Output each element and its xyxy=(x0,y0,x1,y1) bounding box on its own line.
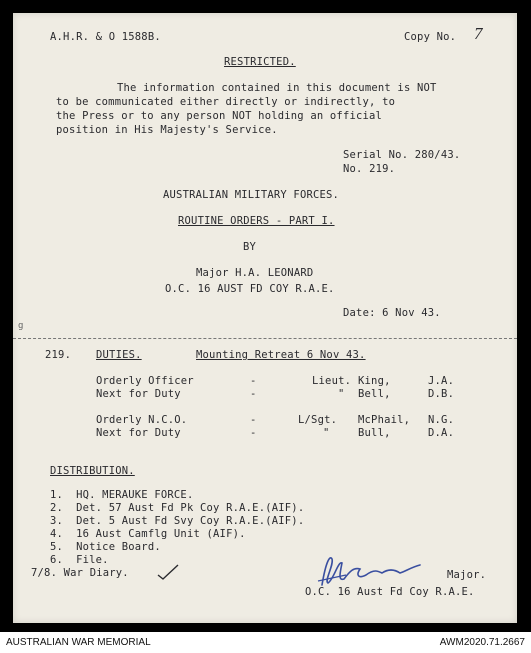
issuing-unit: O.C. 16 AUST FD COY R.A.E. xyxy=(165,283,335,295)
restricted-line: The information contained in this document is NOT xyxy=(117,82,437,94)
by-label: BY xyxy=(243,241,257,253)
duty-name: McPhail, xyxy=(358,414,411,426)
duty-role: Next for Duty xyxy=(96,388,181,400)
item-number: 219. xyxy=(45,349,72,361)
distribution-item: 5. Notice Board. xyxy=(50,541,161,553)
copy-label: Copy No. xyxy=(404,31,457,43)
duty-rank: " xyxy=(338,388,345,400)
duty-initials: J.A. xyxy=(428,375,455,387)
duty-name: Bull, xyxy=(358,427,391,439)
distribution-item: 4. 16 Aust Camflg Unit (AIF). xyxy=(50,528,246,540)
serial-number: Serial No. 280/43. xyxy=(343,149,461,161)
fold-line xyxy=(13,338,517,339)
duty-rank: " xyxy=(323,427,330,439)
duty-initials: D.A. xyxy=(428,427,455,439)
duty-dash: - xyxy=(250,375,257,387)
restricted-line: position in His Majesty's Service. xyxy=(56,124,278,136)
restricted-line: to be communicated either directly or indirectly, to xyxy=(56,96,396,108)
footer-accession: AWM2020.71.2667 xyxy=(439,637,525,648)
signature-unit: O.C. 16 Aust Fd Coy R.A.E. xyxy=(305,586,475,598)
distribution-item: 1. HQ. MERAUKE FORCE. xyxy=(50,489,194,501)
footer-source: AUSTRALIAN WAR MEMORIAL xyxy=(6,637,151,648)
distribution-item: 3. Det. 5 Aust Fd Svy Coy R.A.E.(AIF). xyxy=(50,515,305,527)
issuing-officer: Major H.A. LEONARD xyxy=(196,267,314,279)
margin-mark: g xyxy=(18,321,24,331)
copy-number: 7 xyxy=(474,24,483,43)
duties-subheading: Mounting Retreat 6 Nov 43. xyxy=(196,349,366,361)
duty-role: Orderly Officer xyxy=(96,375,194,387)
duty-role: Next for Duty xyxy=(96,427,181,439)
tick-mark-icon xyxy=(156,563,180,581)
orders-title: ROUTINE ORDERS - PART I. xyxy=(178,215,335,227)
order-number: No. 219. xyxy=(343,163,396,175)
order-date: Date: 6 Nov 43. xyxy=(343,307,441,319)
signature-icon xyxy=(316,551,426,591)
signature-rank: Major. xyxy=(447,569,487,581)
duty-initials: D.B. xyxy=(428,388,455,400)
duties-heading: DUTIES. xyxy=(96,349,142,361)
document-reference: A.H.R. & O 1588B. xyxy=(50,31,161,43)
distribution-heading: DISTRIBUTION. xyxy=(50,465,135,477)
forces-title: AUSTRALIAN MILITARY FORCES. xyxy=(163,189,340,201)
distribution-item: 2. Det. 57 Aust Fd Pk Coy R.A.E.(AIF). xyxy=(50,502,305,514)
duty-rank: L/Sgt. xyxy=(298,414,338,426)
duty-role: Orderly N.C.O. xyxy=(96,414,188,426)
duty-rank: Lieut. xyxy=(312,375,352,387)
distribution-item: 7/8. War Diary. xyxy=(31,567,129,579)
duty-name: King, xyxy=(358,375,391,387)
duty-dash: - xyxy=(250,414,257,426)
duty-name: Bell, xyxy=(358,388,391,400)
distribution-item: 6. File. xyxy=(50,554,109,566)
duty-dash: - xyxy=(250,427,257,439)
duty-initials: N.G. xyxy=(428,414,455,426)
document-page xyxy=(13,13,517,623)
restricted-line: the Press or to any person NOT holding an official xyxy=(56,110,383,122)
duty-dash: - xyxy=(250,388,257,400)
footer-bar xyxy=(0,632,531,653)
restricted-title: RESTRICTED. xyxy=(224,56,296,68)
